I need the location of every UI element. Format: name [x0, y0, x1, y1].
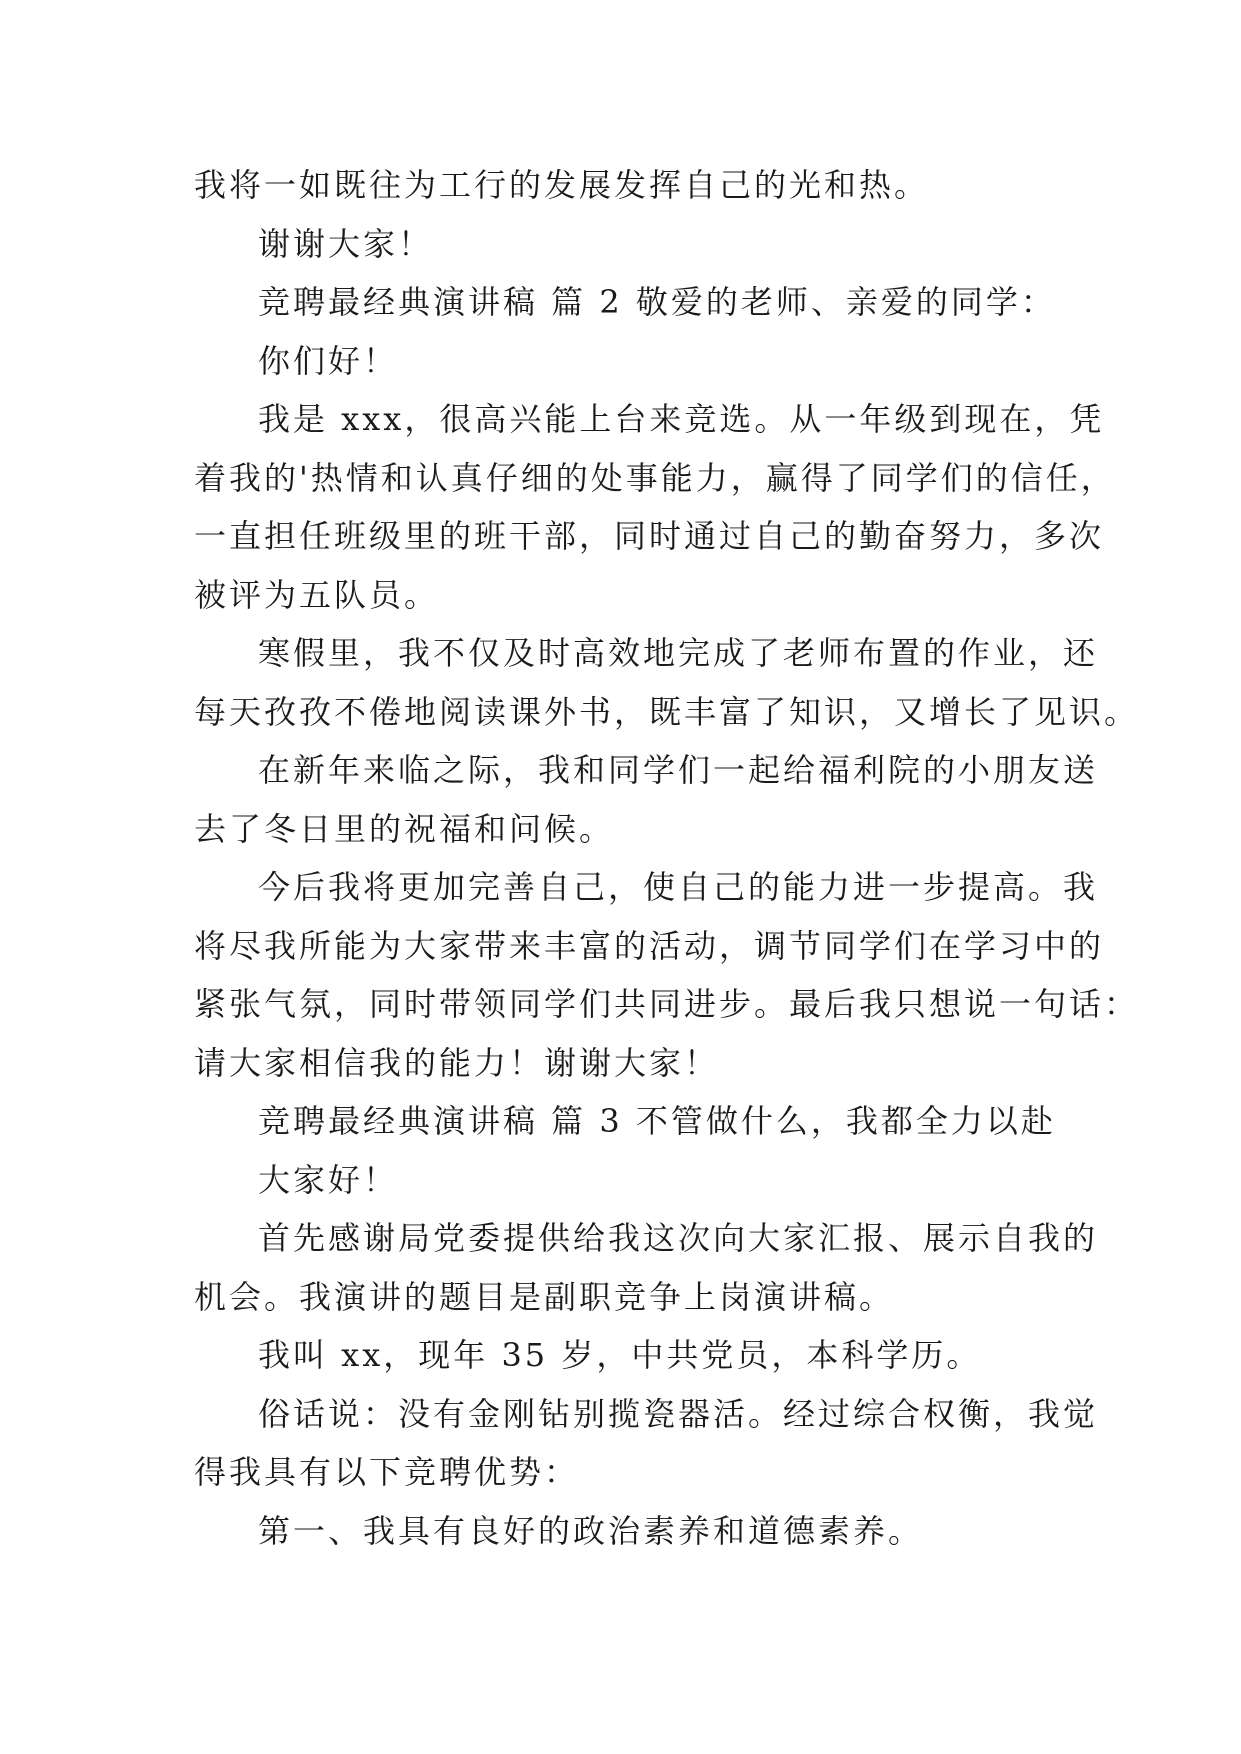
text-line: 第一、我具有良好的政治素养和道德素养。	[258, 1511, 924, 1550]
text-line: 去了冬日里的祝福和问候。	[194, 809, 615, 848]
document-body	[194, 156, 1140, 1560]
text-line: 我叫 xx，现年 35 岁，中共党员，本科学历。	[258, 1336, 982, 1374]
text-line: 将尽我所能为大家带来丰富的活动，调节同学们在学习中的	[194, 926, 1105, 965]
text-line: 在新年来临之际，我和同学们一起给福利院的小朋友送	[258, 751, 1099, 789]
text-line: 你们好！	[258, 341, 399, 380]
text-line: 俗话说：没有金刚钻别揽瓷器活。经过综合权衡，我觉	[258, 1394, 1099, 1433]
text-line: 每天孜孜不倦地阅读课外书，既丰富了知识，又增长了见识。	[194, 692, 1140, 731]
text-line: 首先感谢局党委提供给我这次向大家汇报、展示自我的	[258, 1219, 1099, 1257]
text-line: 今后我将更加完善自己，使自己的能力进一步提高。我	[258, 868, 1099, 906]
text-line: 谢谢大家！	[258, 224, 434, 263]
section-heading: 竞聘最经典演讲稿 篇 3 不管做什么，我都全力以赴	[258, 1102, 1056, 1140]
text-line: 一直担任班级里的班干部，同时通过自己的勤奋努力，多次	[194, 517, 1105, 555]
text-line: 得我具有以下竞聘优势：	[194, 1453, 580, 1491]
text-line: 我是 xxx，很高兴能上台来竞选。从一年级到现在，凭	[258, 400, 1105, 438]
text-line: 着我的'热情和认真仔细的处事能力，赢得了同学们的信任，	[194, 458, 1116, 497]
text-line: 请大家相信我的能力！谢谢大家！	[194, 1043, 720, 1082]
text-line: 寒假里，我不仅及时高效地完成了老师布置的作业，还	[258, 634, 1099, 672]
text-line: 被评为五队员。	[194, 575, 440, 614]
section-heading: 竞聘最经典演讲稿 篇 2 敬爱的老师、亲爱的同学：	[258, 283, 1056, 321]
text-line: 机会。我演讲的题目是副职竞争上岗演讲稿。	[194, 1277, 895, 1316]
text-line: 紧张气氛，同时带领同学们共同进步。最后我只想说一句话：	[194, 985, 1140, 1023]
text-line: 大家好！	[258, 1160, 399, 1199]
text-line: 我将一如既往为工行的发展发挥自己的光和热。	[194, 166, 930, 204]
